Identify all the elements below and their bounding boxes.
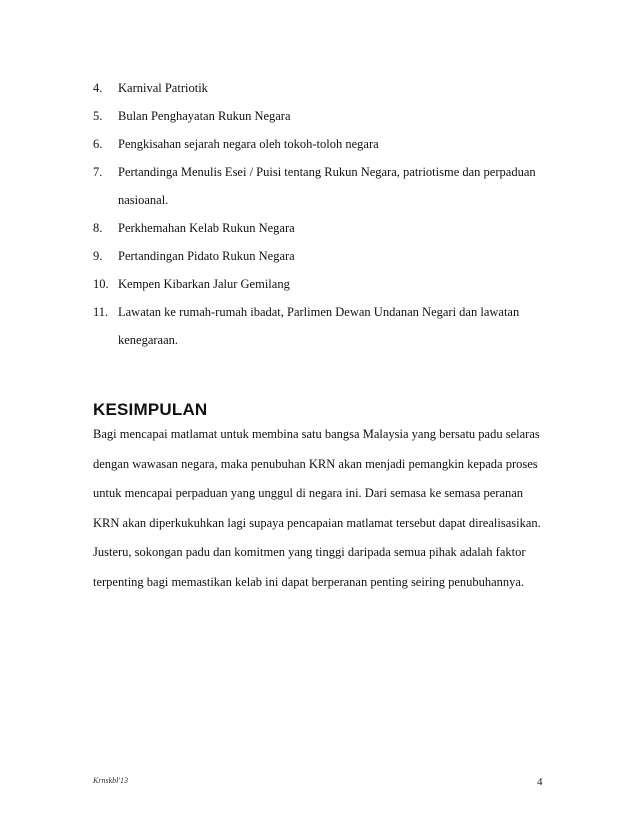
paragraph-line: KRN akan diperkukuhkan lagi supaya pencapaian matlamat tersebut dapat direalisasikan.	[93, 515, 541, 530]
section-heading: KESIMPULAN	[93, 400, 208, 419]
list-item-text: Kempen Kibarkan Jalur Gemilang	[118, 277, 290, 291]
list-item	[93, 242, 563, 270]
list-item	[93, 102, 563, 130]
list-item-number: 4.	[93, 81, 103, 95]
list-item-text: Pengkisahan sejarah negara oleh tokoh-toloh negara	[118, 137, 379, 151]
list-item-line: kenegaraan.	[118, 333, 179, 347]
list-item-number: 11.	[93, 305, 109, 319]
list-item-line: Lawatan ke rumah-rumah ibadat, Parlimen Dewan Undanan Negari dan lawatan	[118, 305, 520, 319]
list-item-number: 7.	[93, 165, 103, 179]
list-item-number: 8.	[93, 221, 103, 235]
list-item	[93, 298, 563, 354]
list-item-line: nasioanal.	[118, 193, 169, 207]
list-item-number: 10.	[93, 277, 109, 291]
paragraph-line: Bagi mencapai matlamat untuk membina satu bangsa Malaysia yang bersatu padu selaras	[93, 427, 540, 441]
list-item-text: Pertandingan Pidato Rukun Negara	[118, 249, 295, 263]
list-item-line: Pertandinga Menulis Esei / Puisi tentang Rukun Negara, patriotisme dan perpaduan	[118, 165, 536, 179]
list-item	[93, 74, 563, 102]
list-item-number: 9.	[93, 249, 103, 263]
footer-label: Krnskbl'13	[93, 776, 129, 785]
list-item-number: 6.	[93, 137, 103, 151]
list-item	[93, 270, 563, 298]
list-item-text: Bulan Penghayatan Rukun Negara	[118, 109, 291, 123]
list-item-text	[118, 298, 563, 354]
list-item-text: Perkhemahan Kelab Rukun Negara	[118, 221, 295, 235]
paragraph-line: Justeru, sokongan padu dan komitmen yang tinggi daripada semua pihak adalah faktor	[93, 545, 526, 559]
paragraph-line: terpenting bagi memastikan kelab ini dapat berperanan penting seiring penubuhannya.	[93, 574, 525, 589]
list-item	[93, 214, 563, 242]
page-number: 4	[537, 776, 543, 788]
list-item	[93, 130, 563, 158]
paragraph-line: untuk mencapai perpaduan yang unggul di negara ini. Dari semasa ke semasa peranan	[93, 486, 524, 500]
list-item-text: Karnival Patriotik	[118, 81, 208, 95]
activity-list	[93, 74, 563, 354]
list-item-text	[118, 158, 563, 214]
conclusion-paragraph	[93, 424, 553, 601]
list-item-number: 5.	[93, 109, 103, 123]
paragraph-line: dengan wawasan negara, maka penubuhan KRN akan menjadi pemangkin kepada proses	[93, 456, 538, 471]
list-item	[93, 158, 563, 214]
